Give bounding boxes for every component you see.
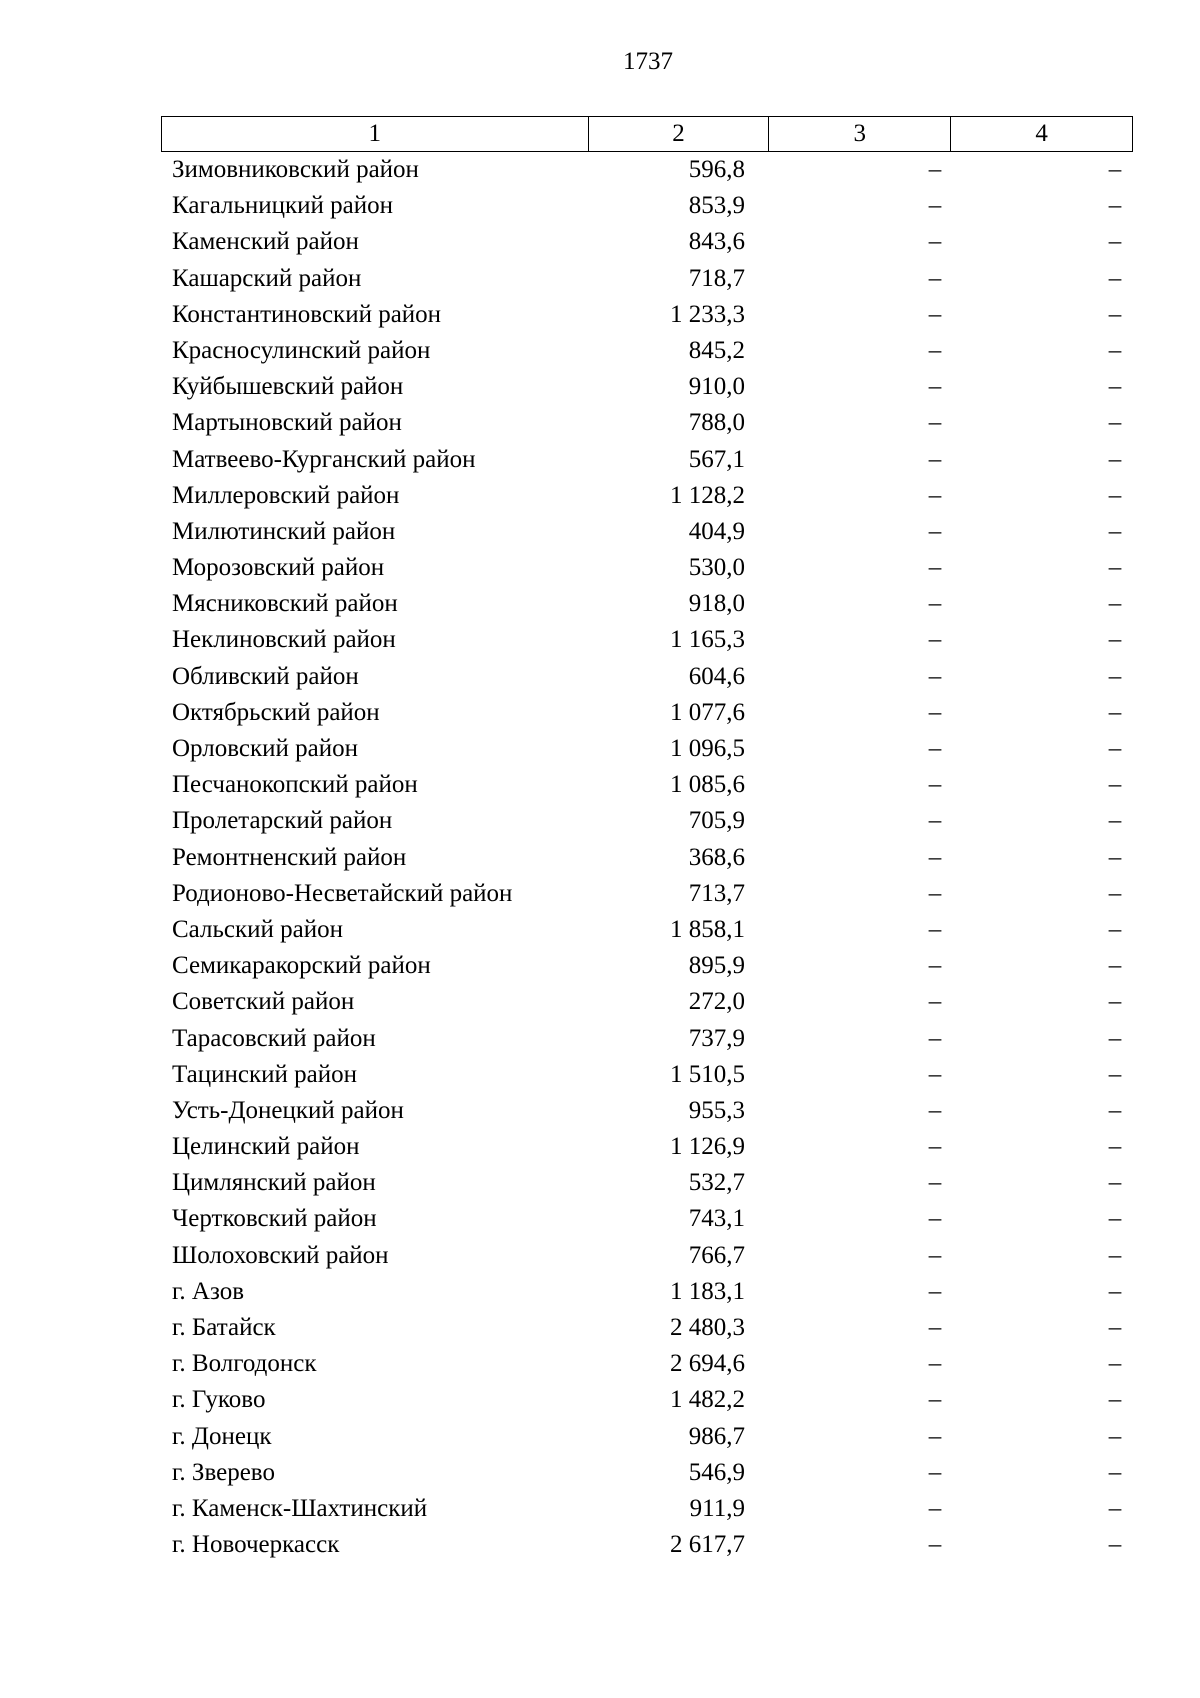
table-row [161, 514, 1133, 550]
column-4-cell: – [1108, 481, 1122, 509]
column-4-cell: – [1108, 1169, 1122, 1197]
column-4-cell: – [1108, 1494, 1122, 1522]
table-row [161, 261, 1133, 297]
column-4-cell: – [1108, 373, 1122, 401]
district-name: Мартыновский район [172, 409, 402, 437]
table-row [161, 948, 1133, 984]
district-name: г. Донецк [172, 1422, 272, 1450]
column-3-cell: – [928, 1024, 942, 1052]
table-row [161, 1310, 1133, 1346]
table-row [161, 1093, 1133, 1129]
column-4-cell: – [1108, 445, 1122, 473]
column-3-cell: – [928, 843, 942, 871]
column-3-cell: – [928, 1096, 942, 1124]
column-4-cell: – [1108, 1277, 1122, 1305]
column-4-cell: – [1108, 662, 1122, 690]
column-3-cell: – [928, 1205, 942, 1233]
table-row [161, 224, 1133, 260]
column-3-cell: – [928, 1494, 942, 1522]
column-4-cell: – [1108, 952, 1122, 980]
column-3-cell: – [928, 156, 942, 183]
value-cell: 788,0 [688, 409, 745, 437]
table-row [161, 1238, 1133, 1274]
table-row [161, 622, 1133, 658]
column-3-cell: – [928, 1277, 942, 1305]
column-4-cell: – [1108, 1024, 1122, 1052]
value-cell: 743,1 [688, 1205, 745, 1233]
table-row [161, 369, 1133, 405]
table-row [161, 152, 1133, 188]
value-cell: 986,7 [688, 1422, 745, 1450]
value-cell: 272,0 [688, 988, 745, 1016]
column-4-cell: – [1108, 1350, 1122, 1378]
column-3-cell: – [928, 300, 942, 328]
column-4-cell: – [1108, 915, 1122, 943]
district-name: Кагальницкий район [172, 192, 394, 220]
value-cell: 895,9 [688, 952, 745, 980]
district-name: Обливский район [172, 662, 359, 690]
table-row [161, 1165, 1133, 1201]
district-name: г. Волгодонск [172, 1350, 317, 1378]
column-3-cell: – [928, 409, 942, 437]
value-cell: 1 183,1 [670, 1277, 745, 1305]
column-header-row [162, 117, 1133, 152]
column-4-cell: – [1108, 1060, 1122, 1088]
column-4-cell: – [1108, 843, 1122, 871]
column-4-cell: – [1108, 626, 1122, 654]
column-4-cell: – [1108, 409, 1122, 437]
district-name: г. Гуково [172, 1386, 266, 1414]
table-row [161, 333, 1133, 369]
district-name: г. Батайск [172, 1314, 276, 1341]
value-cell: 766,7 [688, 1241, 745, 1269]
district-name: Тацинский район [172, 1060, 357, 1088]
column-3-cell: – [928, 373, 942, 401]
column-3-cell: – [928, 698, 942, 726]
column-4-cell: – [1108, 1205, 1122, 1233]
value-cell: 713,7 [688, 879, 745, 907]
column-4-cell: – [1108, 1241, 1122, 1269]
column-3-cell: – [928, 554, 942, 582]
district-name: Семикаракорский район [172, 952, 431, 980]
district-name: Константиновский район [172, 300, 442, 328]
column-3-cell: – [928, 1169, 942, 1197]
column-3-cell: – [928, 735, 942, 762]
column-header-4: 4 [951, 117, 1133, 152]
table-row [161, 297, 1133, 333]
value-cell: 567,1 [688, 445, 745, 473]
district-name: Родионово-Несветайский район [172, 879, 513, 907]
value-cell: 705,9 [688, 807, 745, 835]
table-row [161, 1021, 1133, 1057]
column-4-cell: – [1108, 988, 1122, 1016]
column-3-cell: – [928, 626, 942, 654]
column-4-cell: – [1108, 1422, 1122, 1450]
table-row [161, 1455, 1133, 1491]
value-cell: 368,6 [688, 843, 745, 871]
value-cell: 845,2 [688, 336, 745, 364]
column-3-cell: – [928, 264, 942, 292]
column-4-cell: – [1108, 156, 1122, 183]
value-cell: 955,3 [688, 1096, 745, 1124]
column-4-cell: – [1108, 517, 1122, 545]
column-4-cell: – [1108, 1133, 1122, 1161]
table-row [161, 1129, 1133, 1165]
column-4-cell: – [1108, 698, 1122, 726]
value-cell: 404,9 [688, 517, 745, 545]
district-name: Октябрьский район [172, 698, 380, 726]
value-cell: 1 858,1 [670, 915, 745, 943]
column-4-cell: – [1108, 1314, 1122, 1341]
column-3-cell: – [928, 481, 942, 509]
district-name: г. Азов [172, 1277, 245, 1305]
table-row [161, 1491, 1133, 1527]
district-name: Милютинский район [172, 517, 396, 545]
column-3-cell: – [928, 879, 942, 907]
value-cell: 910,0 [688, 373, 745, 401]
value-cell: 604,6 [688, 662, 745, 690]
table-row [161, 188, 1133, 224]
column-3-cell: – [928, 807, 942, 835]
district-name: Куйбышевский район [172, 373, 404, 401]
column-3-cell: – [928, 1531, 942, 1559]
column-3-cell: – [928, 517, 942, 545]
table-row [161, 550, 1133, 586]
district-name: Сальский район [172, 915, 343, 943]
district-name: Миллеровский район [172, 481, 400, 509]
value-cell: 1 165,3 [670, 626, 745, 654]
table-row [161, 695, 1133, 731]
district-name: Орловский район [172, 735, 358, 762]
district-name: Усть-Донецкий район [172, 1096, 404, 1124]
column-4-cell: – [1108, 192, 1122, 220]
table-row [161, 876, 1133, 912]
column-3-cell: – [928, 952, 942, 980]
column-3-cell: – [928, 1314, 942, 1341]
district-name: Шолоховский район [172, 1241, 389, 1269]
column-header-3: 3 [769, 117, 951, 152]
district-name: Неклиновский район [172, 626, 396, 654]
table-row [161, 1346, 1133, 1382]
column-3-cell: – [928, 1422, 942, 1450]
district-name: Зимовниковский район [172, 156, 419, 183]
value-cell: 1 128,2 [670, 481, 745, 509]
value-cell: 1 482,2 [670, 1386, 745, 1414]
district-name: Красносулинский район [172, 336, 431, 364]
table-row [161, 803, 1133, 839]
table-row [161, 731, 1133, 767]
column-4-cell: – [1108, 771, 1122, 799]
district-name: Советский район [172, 988, 355, 1016]
value-cell: 1 233,3 [670, 300, 745, 328]
column-3-cell: – [928, 590, 942, 618]
value-cell: 1 077,6 [670, 698, 745, 726]
table-row [161, 912, 1133, 948]
column-3-cell: – [928, 988, 942, 1016]
value-cell: 532,7 [688, 1169, 745, 1197]
district-name: Кашарский район [172, 264, 362, 292]
table-row [161, 1201, 1133, 1237]
column-3-cell: – [928, 192, 942, 220]
value-cell: 911,9 [689, 1494, 745, 1522]
value-cell: 2 617,7 [670, 1531, 745, 1559]
column-4-cell: – [1108, 228, 1122, 256]
column-3-cell: – [928, 662, 942, 690]
column-3-cell: – [928, 336, 942, 364]
table-row [161, 767, 1133, 803]
column-4-cell: – [1108, 1096, 1122, 1124]
value-cell: 2 694,6 [670, 1350, 745, 1378]
value-cell: 2 480,3 [670, 1314, 745, 1341]
district-name: Цимлянский район [172, 1169, 376, 1197]
value-cell: 1 085,6 [670, 771, 745, 799]
value-cell: 596,8 [688, 156, 745, 183]
table-row [161, 478, 1133, 514]
column-header-1: 1 [162, 117, 589, 152]
column-3-cell: – [928, 1241, 942, 1269]
district-name: г. Новочеркасск [172, 1531, 340, 1559]
column-4-cell: – [1108, 1458, 1122, 1486]
district-name: Пролетарский район [172, 807, 393, 835]
column-3-cell: – [928, 1386, 942, 1414]
table-row [161, 1419, 1133, 1455]
district-name: Целинский район [172, 1133, 360, 1161]
district-name: Матвеево-Курганский район [172, 445, 476, 473]
column-4-cell: – [1108, 336, 1122, 364]
district-name: Песчанокопский район [172, 771, 418, 799]
column-4-cell: – [1108, 1531, 1122, 1559]
value-cell: 1 096,5 [670, 735, 745, 762]
value-cell: 546,9 [688, 1458, 745, 1486]
column-4-cell: – [1108, 590, 1122, 618]
table-row [161, 1057, 1133, 1093]
column-4-cell: – [1108, 1386, 1122, 1414]
column-header-table [161, 116, 1133, 152]
table-row [161, 1527, 1133, 1563]
column-4-cell: – [1108, 264, 1122, 292]
district-name: Ремонтненский район [172, 843, 407, 871]
column-3-cell: – [928, 1060, 942, 1088]
value-cell: 918,0 [688, 590, 745, 618]
district-name: Тарасовский район [172, 1024, 376, 1052]
column-4-cell: – [1108, 879, 1122, 907]
table-row [161, 586, 1133, 622]
value-cell: 737,9 [688, 1024, 745, 1052]
column-3-cell: – [928, 1350, 942, 1378]
district-name: Мясниковский район [172, 590, 398, 618]
table-body [161, 152, 1133, 1563]
column-3-cell: – [928, 915, 942, 943]
column-header-2: 2 [588, 117, 769, 152]
table-row [161, 405, 1133, 441]
column-4-cell: – [1108, 300, 1122, 328]
table-row [161, 659, 1133, 695]
column-4-cell: – [1108, 807, 1122, 835]
value-cell: 1 126,9 [670, 1133, 745, 1161]
table-row [161, 840, 1133, 876]
table-row [161, 984, 1133, 1020]
page-number: 1737 [623, 48, 673, 75]
district-name: Морозовский район [172, 554, 385, 582]
district-name: г. Каменск-Шахтинский [172, 1494, 428, 1522]
table-row [161, 1382, 1133, 1418]
column-3-cell: – [928, 228, 942, 256]
district-name: Чертковский район [172, 1205, 377, 1233]
column-3-cell: – [928, 1458, 942, 1486]
column-3-cell: – [928, 445, 942, 473]
value-cell: 530,0 [688, 554, 745, 582]
value-cell: 843,6 [688, 228, 745, 256]
column-3-cell: – [928, 771, 942, 799]
table-row [161, 1274, 1133, 1310]
column-4-cell: – [1108, 735, 1122, 762]
column-3-cell: – [928, 1133, 942, 1161]
column-4-cell: – [1108, 554, 1122, 582]
table-row [161, 442, 1133, 478]
value-cell: 853,9 [688, 192, 745, 220]
value-cell: 1 510,5 [670, 1060, 745, 1088]
value-cell: 718,7 [688, 264, 745, 292]
district-name: Каменский район [172, 228, 359, 256]
district-name: г. Зверево [172, 1458, 275, 1486]
